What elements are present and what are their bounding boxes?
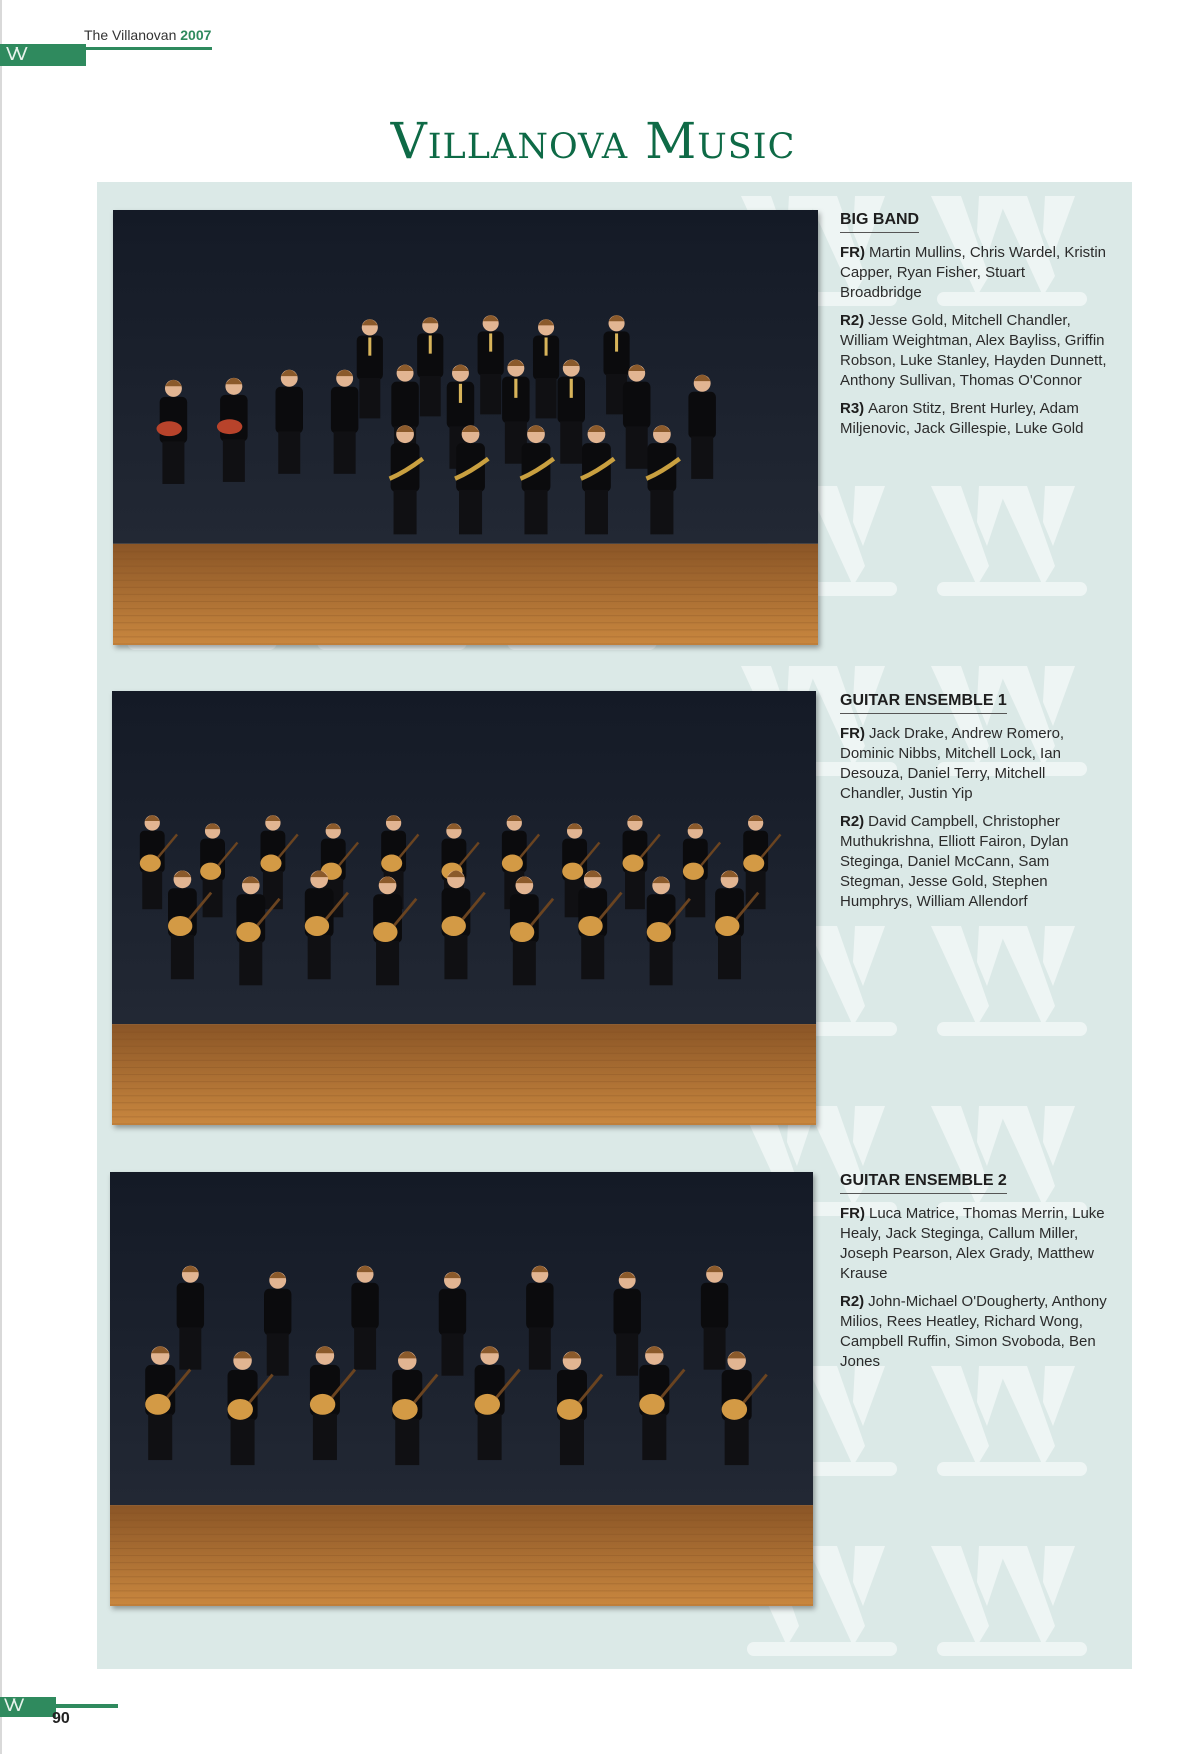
guitar-ensemble-2-photo (110, 1172, 813, 1606)
row-names: Aaron Stitz, Brent Hurley, Adam Miljenovic, Jack Gillespie, Luke Gold (840, 400, 1084, 437)
header-rule (86, 47, 212, 50)
publication-name: The Villanovan (84, 27, 177, 43)
section-heading: GUITAR ENSEMBLE 2 (840, 1171, 1007, 1194)
section-heading: BIG BAND (840, 210, 919, 233)
row-names: David Campbell, Christopher Muthukrishna, Elliott Fairon, Dylan Steginga, Daniel McCann, Sam Stegman, Jesse Gold, Stephen Humphrys, William Allendorf (840, 813, 1069, 910)
caption-guitar-ensemble-2 (840, 1171, 1110, 1380)
row-label: FR) (840, 725, 865, 742)
row-names: Jesse Gold, Mitchell Chandler, William Weightman, Alex Bayliss, Griffin Robson, Luke Stanley, Hayden Dunnett, Anthony Sullivan, Thomas O'Connor (840, 312, 1107, 389)
row-names: Jack Drake, Andrew Romero, Dominic Nibbs, Mitchell Lock, Ian Desouza, Daniel Terry, Mitchell Chandler, Justin Yip (840, 725, 1065, 802)
row-label: R3) (840, 400, 865, 417)
row-2 (840, 311, 1110, 391)
big-band-photo (113, 210, 818, 645)
row-2 (840, 1292, 1110, 1372)
row-label: R2) (840, 1293, 865, 1310)
vv-crest-watermark-icon (927, 482, 1097, 602)
vv-logo-icon: VV (4, 1696, 22, 1716)
row-names: John-Michael O'Dougherty, Anthony Milios, Rees Heatley, Richard Wong, Campbell Ruffin, Simon Svoboda, Ben Jones (840, 1293, 1107, 1370)
vv-crest-watermark-icon (927, 1362, 1097, 1482)
vv-crest-watermark-icon (927, 1542, 1097, 1662)
guitar-ensemble-1-photo (112, 691, 816, 1125)
row-front (840, 243, 1110, 303)
footer-rule (56, 1704, 118, 1708)
row-3 (840, 399, 1110, 439)
header-publication (84, 27, 211, 43)
vv-crest-watermark-icon (927, 922, 1097, 1042)
publication-year: 2007 (180, 27, 212, 43)
row-label: R2) (840, 312, 865, 329)
row-label: FR) (840, 1205, 865, 1222)
page-number: 90 (52, 1710, 70, 1727)
page-edge (0, 0, 2, 1754)
section-heading: GUITAR ENSEMBLE 1 (840, 691, 1007, 714)
row-2 (840, 812, 1110, 912)
row-front (840, 724, 1110, 804)
row-front (840, 1204, 1110, 1284)
vv-logo-icon: VV (6, 44, 25, 65)
row-names: Martin Mullins, Chris Wardel, Kristin Capper, Ryan Fisher, Stuart Broadbridge (840, 244, 1106, 301)
caption-big-band (840, 210, 1110, 447)
row-names: Luca Matrice, Thomas Merrin, Luke Healy, Jack Steginga, Callum Miller, Joseph Pearson, Alex Grady, Matthew Krause (840, 1205, 1105, 1282)
row-label: FR) (840, 244, 865, 261)
caption-guitar-ensemble-1 (840, 691, 1110, 920)
page-title: Villanova Music (390, 112, 796, 170)
row-label: R2) (840, 813, 865, 830)
